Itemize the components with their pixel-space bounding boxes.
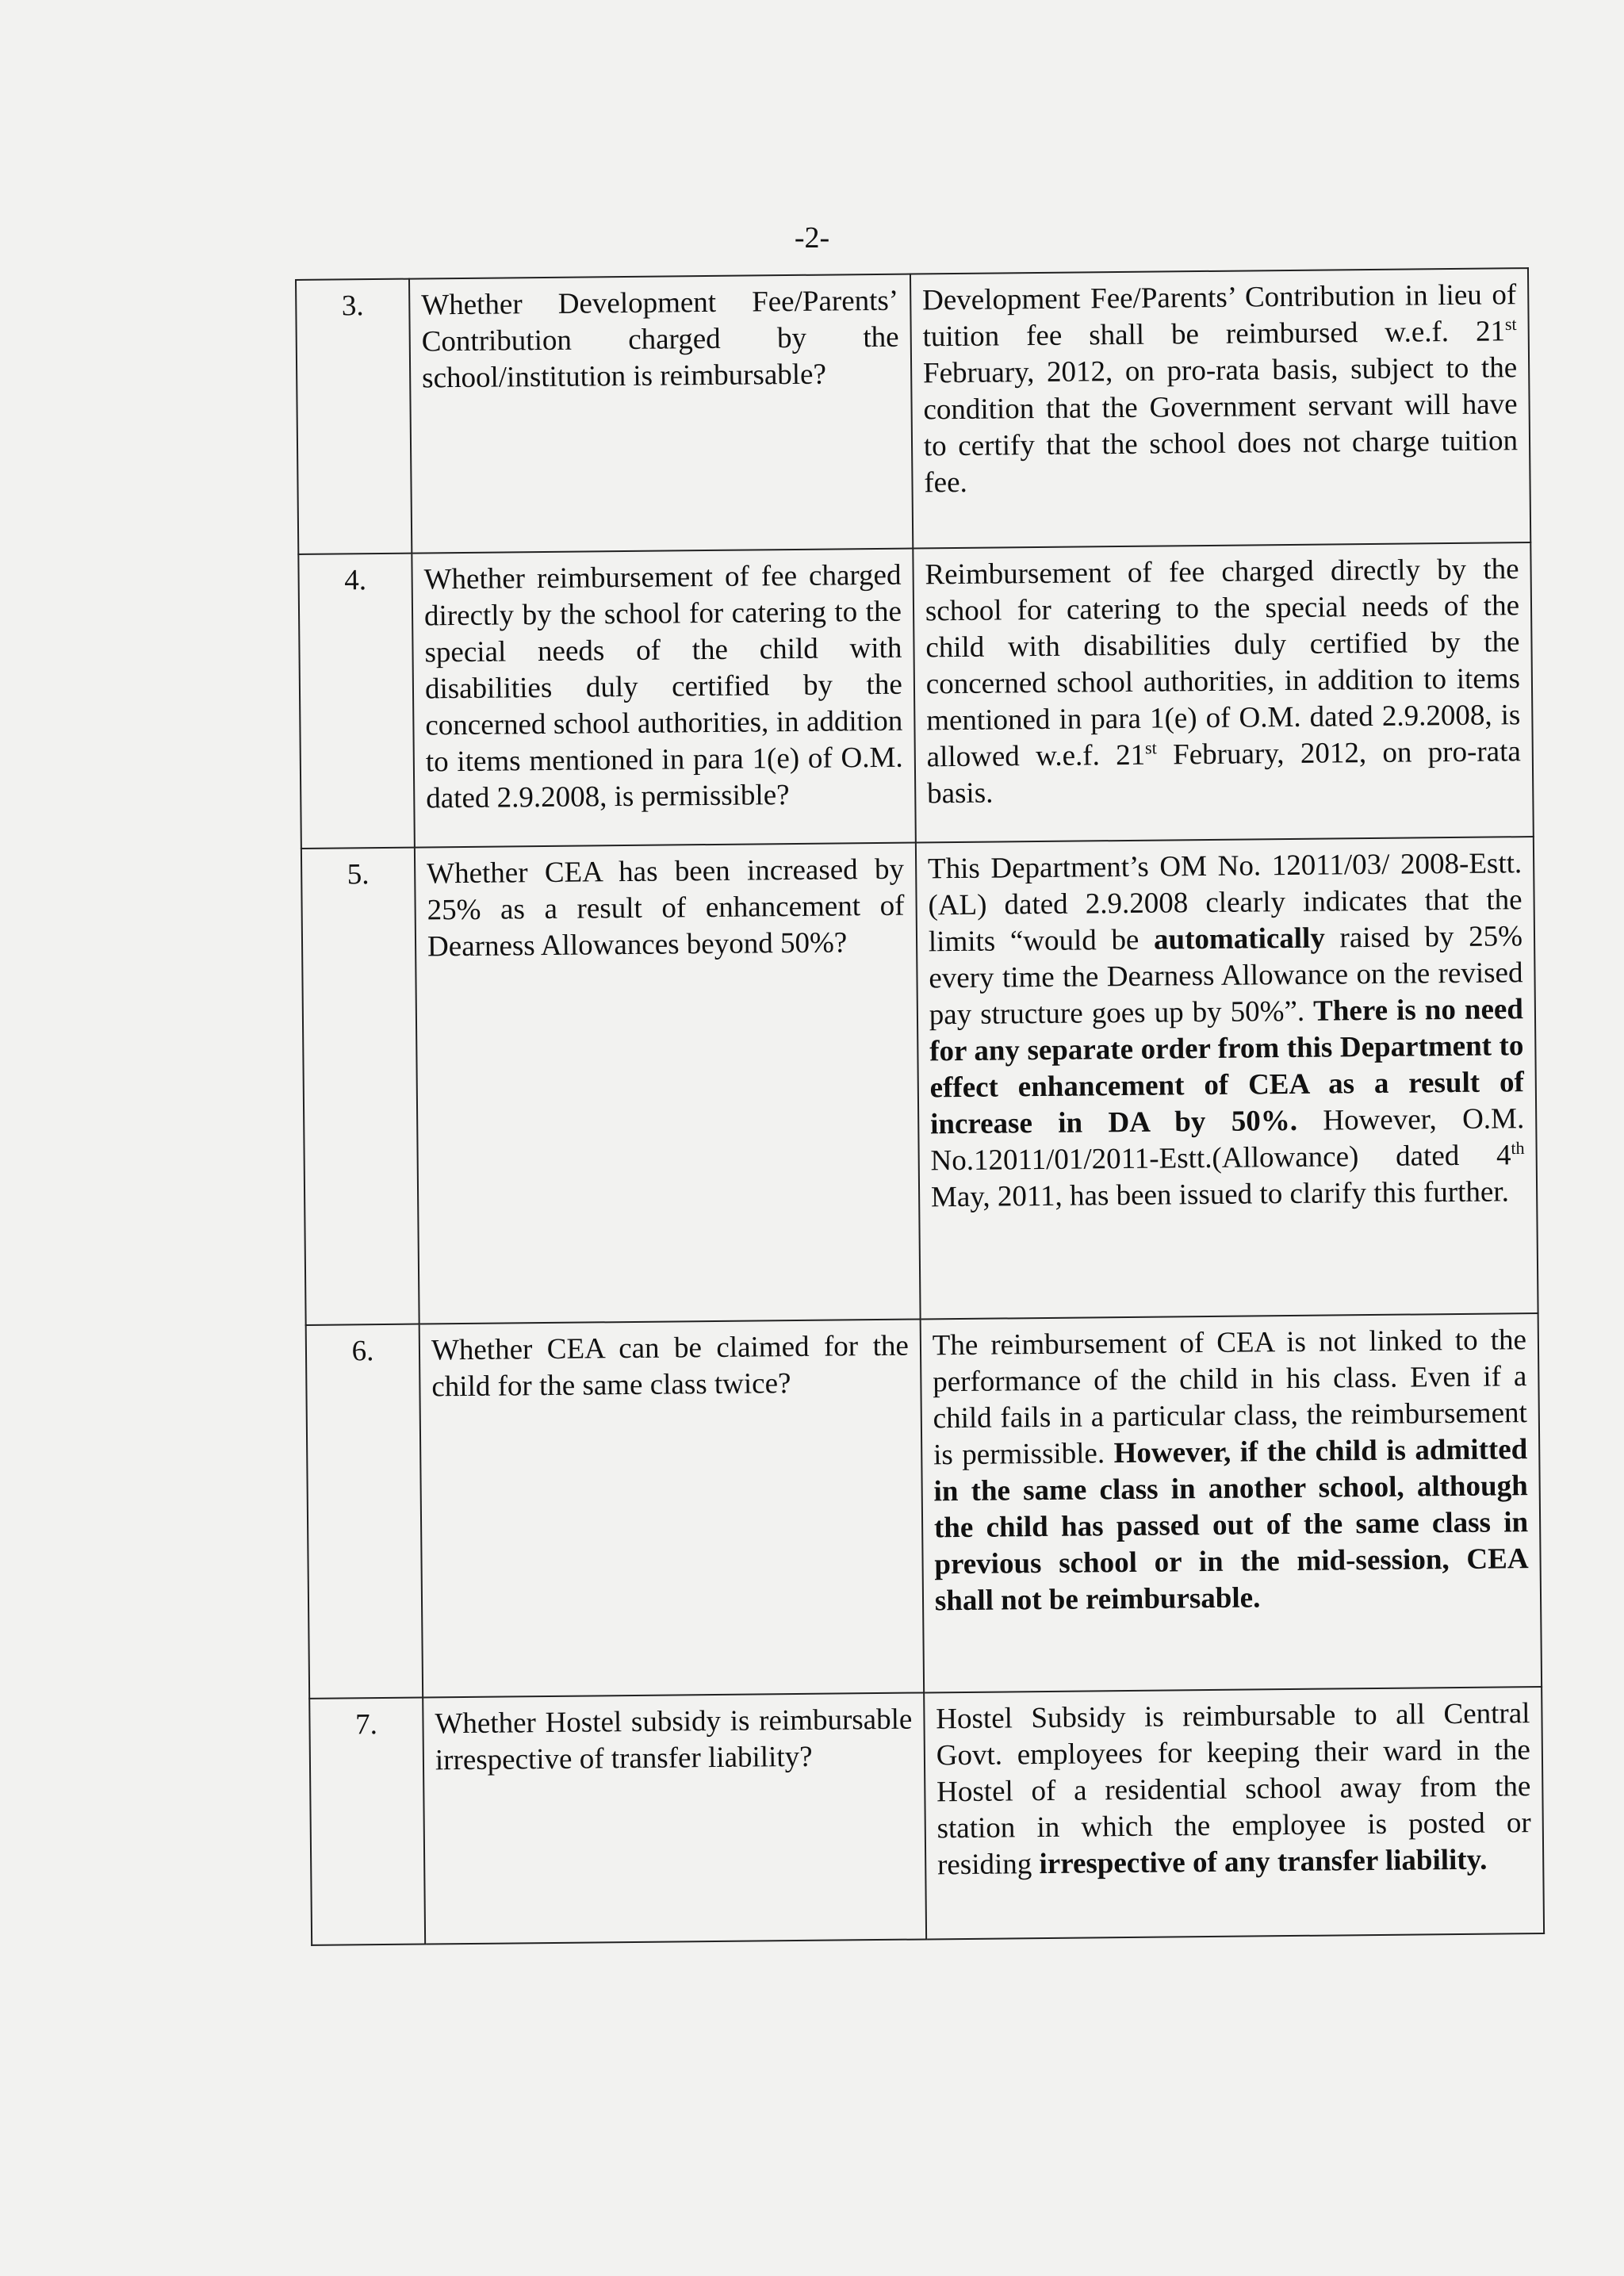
- row-number: 4.: [298, 554, 415, 849]
- answer-cell: [916, 837, 1538, 1319]
- bold-text: irrespective of any transfer liability.: [1039, 1843, 1488, 1881]
- answer-text: Hostel Subsidy is reimbursable to all Central Govt. employees for keeping their ward in the Hostel of a residential school away from the station in which the employee is posted or residing: [936, 1697, 1531, 1882]
- answer-cell: [913, 542, 1534, 842]
- superscript-text: th: [1511, 1137, 1525, 1159]
- table-row: [301, 837, 1538, 1325]
- question-cell: Whether CEA has been increased by 25% as a result of enhancement of Dearness Allowances beyond 50%?: [415, 843, 921, 1324]
- page-number: -2-: [794, 221, 830, 255]
- table-row: [306, 1313, 1542, 1699]
- answer-text: However, O.M. No.12011/01/2011-Estt.(Allowance) dated 4: [930, 1102, 1525, 1178]
- answer-text: This Department’s OM No. 12011/03/ 2008-Estt.(AL) dated 2.9.2008 clearly indicates that the limits “would be: [927, 847, 1522, 959]
- answer-cell: [910, 268, 1530, 548]
- table-row: [296, 268, 1530, 554]
- question-cell: Whether Development Fee/Parents’ Contribution charged by the school/institution is reimbursable?: [409, 274, 913, 554]
- table-row: [309, 1687, 1544, 1945]
- bold-text: automatically: [1153, 922, 1326, 956]
- superscript-text: st: [1144, 738, 1157, 758]
- bold-text: There is no need for any separate order from this Department to effect enhancement of CEA as a result of increase in DA by 50%.: [929, 993, 1524, 1141]
- answer-text: February, 2012, on pro-rata basis, subject to the condition that the Government servant will have to certify that the school does not charge tuition fee.: [922, 351, 1519, 500]
- question-cell: Whether Hostel subsidy is reimbursable irrespective of transfer liability?: [423, 1692, 926, 1944]
- answer-text: raised by 25% every time the Dearness Allowance on the revised pay structure goes up by 50%”.: [929, 920, 1523, 1032]
- bold-text: However, if the child is admitted in the same class in another school, although the child has passed out of the same class in previous school or in the mid-session, CEA shall not be reimbursable.: [933, 1433, 1529, 1618]
- question-cell: Whether reimbursement of fee charged directly by the school for catering to the special needs of the child with disabilities duly certified by the concerned school authorities, in addition to items mentioned in para 1(e) of O.M. dated 2.9.2008, is permissible?: [412, 549, 915, 848]
- table-row: [298, 542, 1533, 849]
- answer-text: Development Fee/Parents’ Contribution in lieu of tuition fee shall be reimbursed w.e.f. 21: [921, 278, 1517, 354]
- answer-text: Reimbursement of fee charged directly by the school for catering to the special needs of the child with disabilities duly certified by the concerned school authorities, in addition to items mentioned in para 1(e) of O.M. dated 2.9.2008, is allowed w.e.f. 21: [925, 553, 1521, 774]
- answer-text: May, 2011, has been issued to clarify this further.: [930, 1175, 1510, 1214]
- row-number: 3.: [296, 279, 412, 554]
- answer-cell: [924, 1687, 1544, 1939]
- row-number: 6.: [306, 1324, 423, 1699]
- superscript-text: st: [1504, 313, 1517, 335]
- question-cell: Whether CEA can be claimed for the child for the same class twice?: [419, 1319, 924, 1697]
- answer-text: The reimbursement of CEA is not linked to the performance of the child in his class. Even if a child fails in a particular class, the reimbursement is permissible.: [932, 1324, 1527, 1472]
- answer-text: February, 2012, on pro-rata basis.: [926, 735, 1521, 810]
- answer-cell: [920, 1313, 1542, 1692]
- row-number: 7.: [309, 1698, 425, 1945]
- faq-table: [295, 267, 1545, 1946]
- row-number: 5.: [301, 848, 419, 1325]
